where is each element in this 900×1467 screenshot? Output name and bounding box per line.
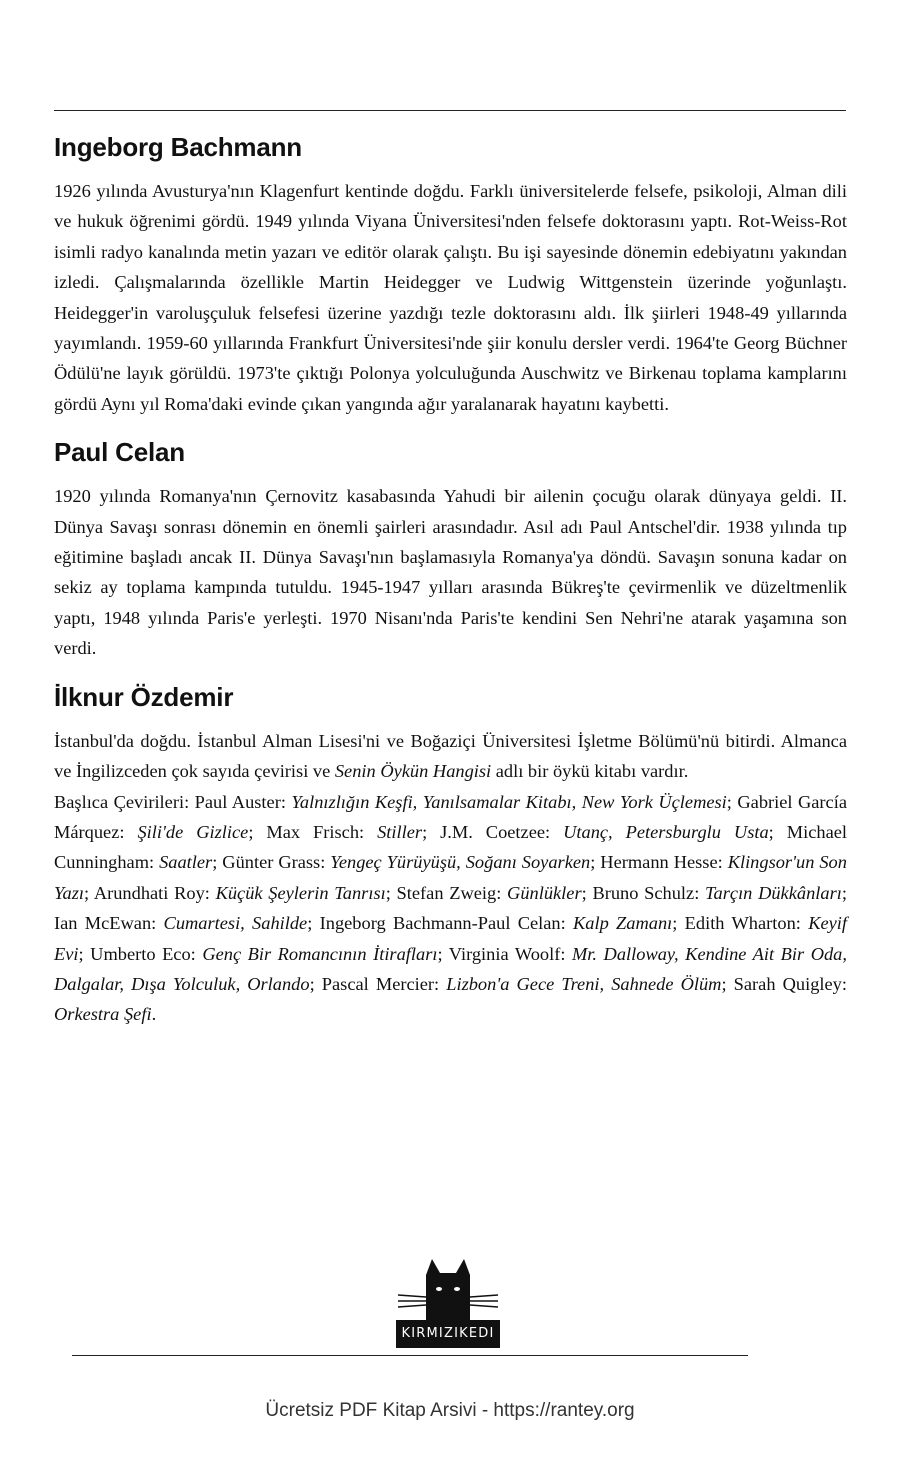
bio-text-part: İstanbul'da doğdu. İstanbul Alman Lisesi'ni ve Boğaziçi Üniversitesi İşletme Bölümü'nü bitirdi. Almanca ve İngilizceden çok sayıda çevirisi ve (54, 730, 847, 782)
translations-list: Başlıca Çevirileri: Paul Auster: Yalnızlığın Keşfi, Yanılsamalar Kitabı, New York Üçlemesi; Gabriel García Márquez: Şili'de Gizlice; Max Frisch: Stiller; J.M. Coetzee: Utanç, Petersburglu Usta; Michael Cunningham: Saatler; Günter Grass: Yengeç Yürüyüşü, Soğanı Soyarken; Hermann Hesse: Klingsor'un Son Yazı; Arundhati Roy: Küçük Şeylerin Tanrısı; Stefan Zweig: Günlükler; Bruno Schulz: Tarçın Dükkânları; Ian McEwan: Cumartesi, Sahilde; Ingeborg Bachmann-Paul Celan: Kalp Zamanı; Edith Wharton: Keyif Evi; Umberto Eco: Genç Bir Romancının İtirafları; Virginia Woolf: Mr. Dalloway, Kendine Ait Bir Oda, Dalgalar, Dışa Yolculuk, Orlando; Pascal Mercier: Lizbon'a Gece Treni, Sahnede Ölüm; Sarah Quigley: Orkestra Şefi. (54, 791, 848, 1025)
translation-author: Paul Auster: (194, 791, 292, 812)
publisher-logo (396, 1255, 500, 1348)
section-heading: İlknur Özdemir (54, 681, 234, 712)
translation-works: Günlükler (507, 882, 582, 903)
translation-author: Ingeborg Bachmann-Paul Celan: (319, 913, 573, 934)
translation-works: Klingsor'un Son Yazı (54, 852, 847, 903)
bio-text: 1926 yılında Avusturya'nın Klagenfurt kentinde doğdu. Farklı üniversitelerde felsefe, psikoloji, Alman dili ve hukuk öğrenimi gördü. 1949 yılında Viyana Üniversitesi'nden felsefe doktorasını yaptı. Rot-Weiss-Rot isimli radyo kanalında metin yazarı ve editör olarak çalıştı. Bu işi sayesinde dönemin edebiyatını yakından izledi. Çalışmalarında özellikle Martin Heidegger ve Ludwig Wittgenstein üzerinde yoğunlaştı. Heidegger'in varoluşçuluk felsefesi üzerine yazdığı tezle doktorasını aldı. İlk şiirleri 1948-49 yıllarında yayımlandı. 1959-60 yıllarında Frankfurt Üniversitesi'nde şiir konulu dersler verdi. 1964'te Georg Büchner Ödülü'ne layık görüldü. 1973'te çıktığı Polonya yolculuğunda Auschwitz ve Birkenau toplama kamplarını gördü Aynı yıl Roma'daki evinde çıkan yangında ağır yaralanarak hayatını kaybetti. (54, 181, 847, 414)
bio-section-bachmann (54, 132, 847, 419)
bio-text-part: adlı bir öykü kitabı vardır. (491, 761, 689, 782)
bottom-divider (72, 1355, 748, 1356)
book-title: Senin Öykün Hangisi (334, 761, 492, 782)
translation-works: Genç Bir Romancının İtirafları (202, 943, 438, 964)
translation-author: Hermann Hesse: (600, 852, 728, 873)
translation-author: J.M. Coetzee: (440, 821, 564, 842)
translation-author: Sarah Quigley: (733, 973, 847, 994)
translation-author: Virginia Woolf: (448, 943, 572, 964)
translation-author: Edith Wharton: (684, 913, 809, 934)
translation-author: Umberto Eco: (90, 943, 203, 964)
top-divider (54, 110, 846, 111)
bio-section-ozdemir (54, 682, 847, 1030)
section-heading: Paul Celan (54, 437, 185, 468)
translation-works: Stiller (377, 821, 423, 842)
cat-icon (396, 1255, 500, 1325)
translation-author: Michael Cunningham: (54, 821, 848, 873)
translation-author: Gabriel García Márquez: (54, 791, 847, 842)
translation-works: Tarçın Dükkânları (705, 882, 842, 903)
page-content (54, 132, 847, 1030)
translation-works: Kalp Zamanı (573, 913, 673, 934)
translation-works: Orkestra Şefi (54, 1004, 152, 1025)
translation-author: Stefan Zweig: (396, 882, 508, 903)
bio-text (54, 726, 847, 787)
translation-author: Arundhati Roy: (93, 882, 216, 903)
footer-text: Ücretsiz PDF Kitap Arsivi - https://rantey.org (265, 1400, 635, 1421)
translation-works: Cumartesi, Sahilde (163, 913, 308, 934)
translation-works: Utanç, Petersburglu Usta (563, 821, 769, 842)
logo-text: KIRMIZIKEDI (396, 1320, 500, 1348)
translation-works: Keyif Evi (54, 913, 847, 964)
translation-author: Max Frisch: (266, 821, 378, 842)
translations-label: Başlıca Çevirileri: (54, 791, 195, 812)
translation-works: Yalnızlığın Keşfi, Yanılsamalar Kitabı, New York Üçlemesi (291, 791, 727, 812)
translation-works: Şili'de Gizlice (137, 821, 249, 842)
translation-author: Günter Grass: (222, 852, 331, 873)
bio-text: 1920 yılında Romanya'nın Çernovitz kasabasında Yahudi bir ailenin çocuğu olarak dünyaya geldi. II. Dünya Savaşı sonrası dönemin en önemli şairleri arasındadır. Asıl adı Paul Antschel'dir. 1938 yılında tıp eğitimine başladı ancak II. Dünya Savaşı'nın başlamasıyla Romanya'ya döndü. Savaşın sonuna kadar on sekiz ay toplama kampında tutuldu. 1945-1947 yılları arasında Bükreş'te çevirmenlik ve düzeltmenlik yaptı, 1948 yılında Paris'e yerleşti. 1970 Nisanı'nda Paris'te kendini Sen Nehri'ne atarak yaşamına son verdi. (54, 486, 847, 659)
translation-author: Pascal Mercier: (321, 973, 447, 994)
translation-author: Bruno Schulz: (592, 882, 706, 903)
section-heading: Ingeborg Bachmann (54, 132, 302, 162)
translation-works: Mr. Dalloway, Kendine Ait Bir Oda, Dalgalar, Dışa Yolculuk, Orlando (54, 943, 847, 994)
bio-section-celan (54, 437, 847, 663)
translation-works: Küçük Şeylerin Tanrısı (215, 882, 386, 903)
translation-author: Ian McEwan: (54, 913, 164, 934)
translation-works: Yengeç Yürüyüşü, Soğanı Soyarken (330, 852, 591, 873)
translation-works: Saatler (159, 852, 213, 873)
translation-works: Lizbon'a Gece Treni, Sahnede Ölüm (446, 973, 722, 994)
